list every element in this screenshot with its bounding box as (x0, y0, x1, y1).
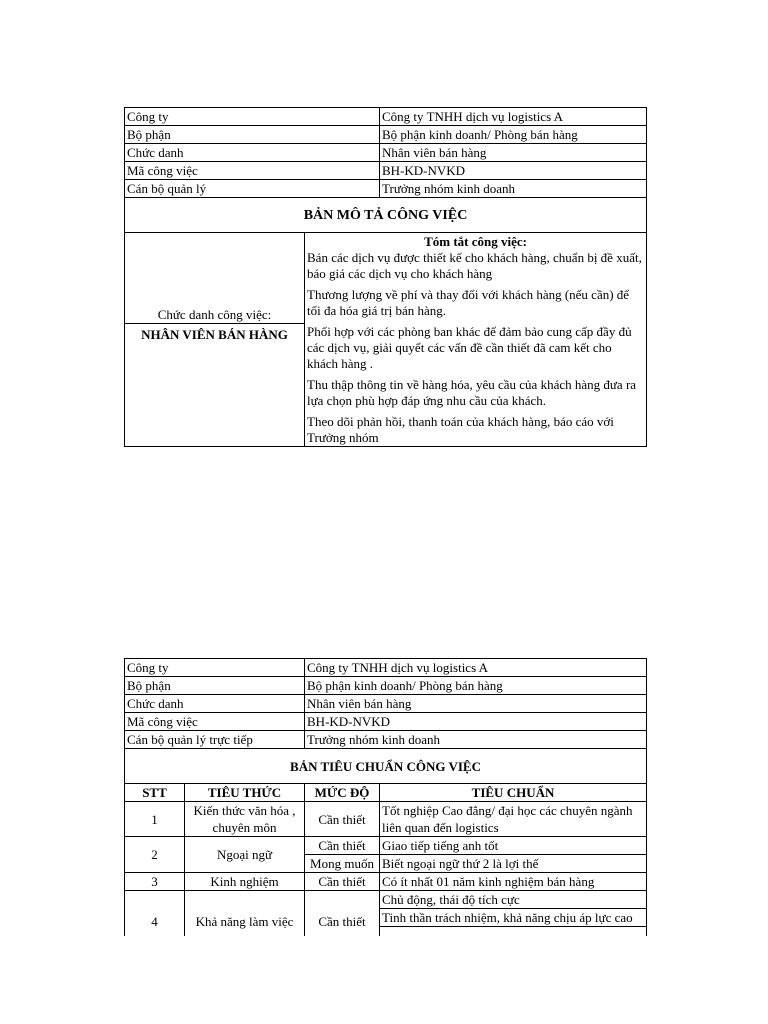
info-row-title (125, 695, 647, 713)
cell-level: Cần thiết (305, 837, 380, 855)
cell-standard: Tinh thần trách nhiệm, khả năng chịu áp lực cao (380, 909, 647, 927)
info-row-job-code (125, 162, 647, 180)
header-stt: STT (125, 784, 185, 802)
table-row (125, 873, 647, 891)
cell-stt: 1 (125, 802, 185, 837)
info-value: Nhân viên bán hàng (380, 144, 647, 162)
cell-level: Mong muốn (305, 855, 380, 873)
header-criteria: TIÊU THỨC (185, 784, 305, 802)
cell-standard (380, 927, 647, 937)
info-label: Bộ phận (125, 126, 380, 144)
info-row-company (125, 108, 647, 126)
info-value: Bộ phận kinh doanh/ Phòng bán hàng (380, 126, 647, 144)
cell-standard: Biết ngoại ngữ thứ 2 là lợi thế (380, 855, 647, 873)
job-standard-table (124, 658, 647, 936)
table-row (125, 891, 647, 909)
info-value: Bộ phận kinh doanh/ Phòng bán hàng (305, 677, 647, 695)
header-level: MỨC ĐỘ (305, 784, 380, 802)
job-description-table (124, 107, 647, 447)
info-value: Công ty TNHH dịch vụ logistics A (305, 659, 647, 677)
job-standard-section (124, 658, 647, 936)
info-value: Nhân viên bán hàng (305, 695, 647, 713)
info-label: Cán bộ quản lý (125, 180, 380, 198)
table-row (125, 802, 647, 837)
header-row (125, 784, 647, 802)
info-row-manager (125, 180, 647, 198)
info-label: Công ty (125, 659, 305, 677)
summary-heading: Tóm tắt công việc: (424, 234, 527, 249)
info-value: BH-KD-NVKD (305, 713, 647, 731)
cell-criteria: Kinh nghiệm (185, 873, 305, 891)
cell-stt: 3 (125, 873, 185, 891)
summary-cell (305, 233, 647, 447)
info-label: Cán bộ quản lý trực tiếp (125, 731, 305, 749)
cell-criteria: Kiến thức văn hóa , chuyên môn (185, 802, 305, 837)
info-label: Mã công việc (125, 713, 305, 731)
info-row-title (125, 144, 647, 162)
info-label: Bộ phận (125, 677, 305, 695)
summary-item: Thương lượng về phí và thay đổi với khách hàng (nếu cần) để tối đa hóa giá trị bán hàng. (307, 287, 630, 318)
section-title: BẢN TIÊU CHUẨN CÔNG VIỆC (125, 749, 647, 784)
info-value: Công ty TNHH dịch vụ logistics A (380, 108, 647, 126)
position-cell (125, 233, 305, 447)
header-standard: TIÊU CHUẨN (380, 784, 647, 802)
info-value: Trưởng nhóm kinh doanh (380, 180, 647, 198)
cell-stt: 2 (125, 837, 185, 873)
info-row-job-code (125, 713, 647, 731)
cell-standard: Giao tiếp tiếng anh tốt (380, 837, 647, 855)
cell-criteria: Khả năng làm việc (185, 891, 305, 937)
table-row (125, 837, 647, 855)
cell-standard: Chủ động, thái độ tích cực (380, 891, 647, 909)
info-label: Chức danh (125, 144, 380, 162)
info-value: BH-KD-NVKD (380, 162, 647, 180)
position-label: Chức danh công việc: (157, 307, 272, 322)
cell-level: Cần thiết (305, 873, 380, 891)
position-value: NHÂN VIÊN BÁN HÀNG (125, 323, 304, 346)
info-row-department (125, 677, 647, 695)
info-row-department (125, 126, 647, 144)
info-label: Mã công việc (125, 162, 380, 180)
cell-stt: 4 (125, 891, 185, 937)
cell-criteria: Ngoại ngữ (185, 837, 305, 873)
cell-level: Cần thiết (305, 891, 380, 937)
info-label: Công ty (125, 108, 380, 126)
info-row-company (125, 659, 647, 677)
info-value: Trưởng nhóm kinh doanh (305, 731, 647, 749)
summary-item: Bán các dịch vụ được thiết kế cho khách hàng, chuẩn bị đề xuất, báo giá các dịch vụ cho khách hàng (307, 250, 642, 281)
cell-standard: Có ít nhất 01 năm kinh nghiệm bán hàng (380, 873, 647, 891)
cell-level: Cần thiết (305, 802, 380, 837)
info-label: Chức danh (125, 695, 305, 713)
summary-item: Thu thập thông tin về hàng hóa, yêu cầu của khách hàng đưa ra lựa chọn phù hợp đáp ứng nhu cầu của khách. (307, 377, 637, 408)
summary-item: Phối hợp với các phòng ban khác để đảm bảo cung cấp đầy đủ các dịch vụ, giải quyết các vấn đề cần thiết đã cam kết cho khách hàng . (307, 324, 632, 371)
info-row-manager (125, 731, 647, 749)
section-title: BẢN MÔ TẢ CÔNG VIỆC (125, 198, 647, 233)
summary-item: Theo dõi phản hồi, thanh toán của khách hàng, báo cáo với Trưởng nhóm (307, 414, 614, 445)
cell-standard: Tốt nghiệp Cao đẳng/ đại học các chuyên ngành liên quan đến logistics (380, 802, 647, 837)
